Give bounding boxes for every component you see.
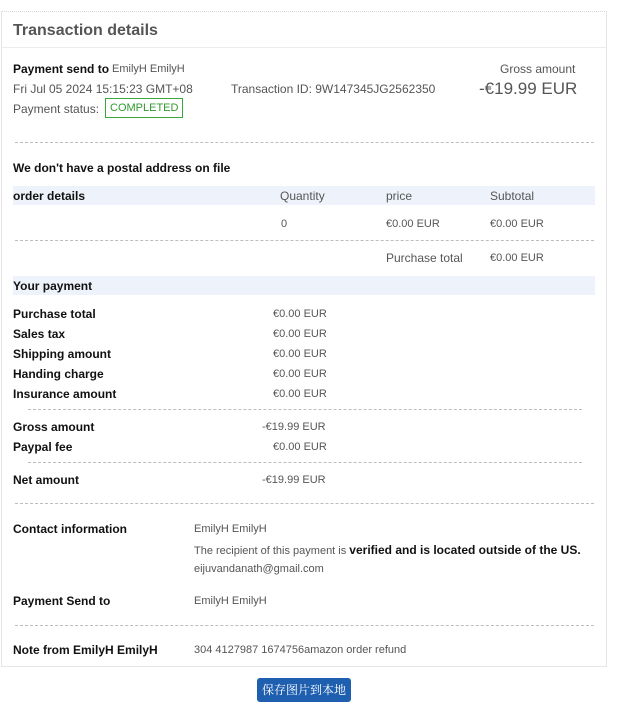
payment-line-value: €0.00 EUR xyxy=(273,308,327,320)
order-subtotal: €0.00 EUR xyxy=(490,218,544,230)
net-amount-label: Net amount xyxy=(13,473,79,487)
payment-line-label: Purchase total xyxy=(13,307,96,321)
paypal-fee-value: €0.00 EUR xyxy=(273,441,327,453)
net-amount-value: -€19.99 EUR xyxy=(262,474,326,486)
payment-send-to-value: EmilyH EmilyH xyxy=(194,595,267,607)
verified-prefix: The recipient of this payment is xyxy=(194,545,350,557)
gross-value: -€19.99 EUR xyxy=(262,421,326,433)
payment-line-label: Handing charge xyxy=(13,367,104,381)
order-price: €0.00 EUR xyxy=(386,218,440,230)
note-label: Note from EmilyH EmilyH xyxy=(13,643,158,657)
payment-status-label: Payment status: xyxy=(13,102,100,116)
save-image-button[interactable]: 保存图片到本地 xyxy=(257,678,351,702)
subtotal-header: Subtotal xyxy=(490,189,535,203)
divider xyxy=(15,503,594,504)
purchase-total-value: €0.00 EUR xyxy=(490,252,544,264)
order-details-header: order details xyxy=(13,189,86,203)
payment-line-value: €0.00 EUR xyxy=(273,388,327,400)
payment-send-label: Payment send to xyxy=(13,62,110,76)
postal-address-notice: We don't have a postal address on file xyxy=(13,161,231,175)
divider xyxy=(15,142,594,143)
payment-line-value: €0.00 EUR xyxy=(273,328,327,340)
payment-line-label: Sales tax xyxy=(13,327,66,341)
transaction-details-card xyxy=(1,11,607,667)
quantity-header: Quantity xyxy=(280,189,325,203)
order-quantity: 0 xyxy=(281,218,288,230)
price-header: price xyxy=(386,189,413,203)
gross-label: Gross amount xyxy=(13,420,95,434)
your-payment-title: Your payment xyxy=(13,279,93,293)
gross-amount-label: Gross amount xyxy=(500,62,576,76)
verified-text xyxy=(194,543,581,557)
payment-line-value: €0.00 EUR xyxy=(273,368,327,380)
divider xyxy=(28,409,582,410)
status-badge: COMPLETED xyxy=(105,98,183,118)
verified-status: verified and is located outside of the US. xyxy=(349,543,581,557)
paypal-fee-label: Paypal fee xyxy=(13,440,73,454)
transaction-id: Transaction ID: 9W147345JG2562350 xyxy=(231,82,436,96)
page-title: Transaction details xyxy=(13,22,158,39)
contact-email: eijuvandanath@gmail.com xyxy=(194,563,324,575)
recipient-name: EmilyH EmilyH xyxy=(112,63,185,75)
payment-line-value: €0.00 EUR xyxy=(273,348,327,360)
divider xyxy=(15,625,594,626)
note-value: 304 4127987 1674756amazon order refund xyxy=(194,644,407,656)
transaction-datetime: Fri Jul 05 2024 15:15:23 GMT+08 xyxy=(13,82,193,96)
divider xyxy=(28,462,582,463)
your-payment-header xyxy=(13,276,595,295)
payment-line-label: Shipping amount xyxy=(13,347,111,361)
gross-amount-value: -€19.99 EUR xyxy=(479,79,578,98)
payment-line-label: Insurance amount xyxy=(13,387,117,401)
payment-send-to-label: Payment Send to xyxy=(13,594,111,608)
purchase-total-label: Purchase total xyxy=(386,251,463,265)
contact-name: EmilyH EmilyH xyxy=(194,523,267,535)
divider xyxy=(15,240,594,241)
contact-info-label: Contact information xyxy=(13,522,127,536)
card-header xyxy=(2,12,606,48)
